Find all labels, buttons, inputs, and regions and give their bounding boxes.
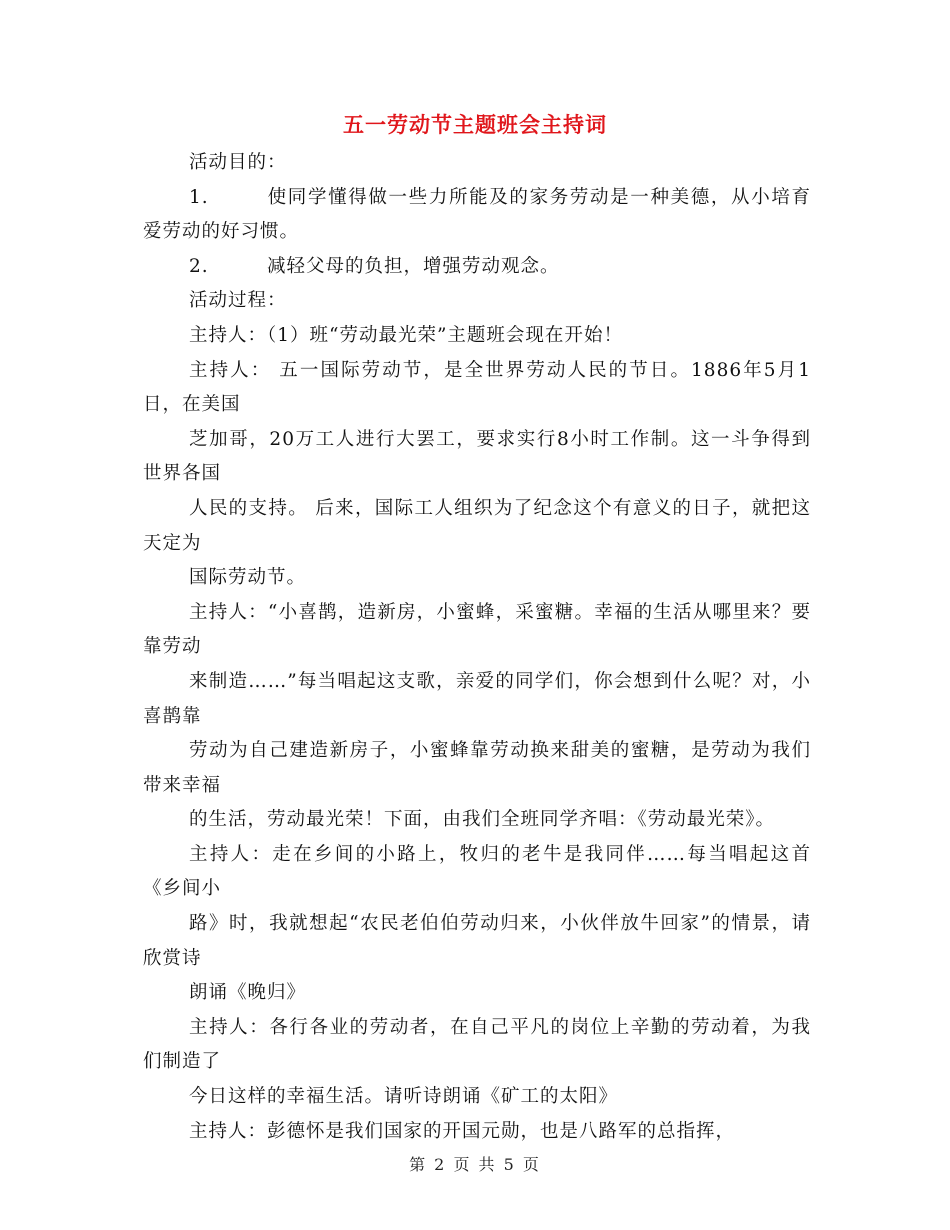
paragraph: 人民的支持。 后来，国际工人组织为了纪念这个有意义的日子，就把这天定为 (143, 497, 811, 554)
document-body (143, 146, 811, 1149)
list-item-text: 使同学懂得做一些力所能及的家务劳动是一种美德，从小培育爱劳动的好习惯。 (143, 186, 811, 243)
paragraph: 来制造……”每当唱起这支歌，亲爱的同学们，你会想到什么呢？对，小喜鹊靠 (143, 670, 811, 727)
paragraph: 主持人：（1）班“劳动最光荣”主题班会现在开始！ (189, 324, 623, 346)
paragraph: 芝加哥，20万工人进行大罢工，要求实行8小时工作制。这一斗争得到世界各国 (143, 428, 811, 485)
list-number: 1. (189, 186, 209, 208)
paragraph: 活动过程： (189, 290, 287, 312)
page-footer: 第 2 页 共 5 页 (409, 1155, 541, 1174)
paragraph: 的生活，劳动最光荣！下面，由我们全班同学齐唱：《劳动最光荣》。 (189, 809, 776, 831)
document-title: 五一劳动节主题班会主持词 (343, 112, 607, 137)
paragraph: 主持人： 五一国际劳动节，是全世界劳动人民的节日。1886年5月1日，在美国 (143, 359, 811, 416)
paragraph: 活动目的： (189, 152, 287, 173)
paragraph: 路》时，我就想起“农民老伯伯劳动归来，小伙伴放牛回家”的情景，请欣赏诗 (143, 913, 811, 969)
paragraph: 朗诵《晚归》 (189, 982, 307, 1004)
list-number: 2. (189, 255, 209, 277)
list-item-text: 减轻父母的负担，增强劳动观念。 (267, 255, 560, 277)
paragraph: 主持人：走在乡间的小路上，牧归的老牛是我同伴……每当唱起这首《乡间小 (143, 843, 811, 900)
list-item (143, 181, 811, 250)
paragraph: 主持人：彭德怀是我们国家的开国元勋，也是八路军的总指挥， (189, 1120, 736, 1142)
paragraph: 主持人：各行各业的劳动者，在自己平凡的岗位上辛勤的劳动着，为我们制造了 (143, 1016, 811, 1073)
paragraph: 国际劳动节。 (189, 567, 307, 589)
paragraph: 主持人：“小喜鹊，造新房，小蜜蜂，采蜜糖。幸福的生活从哪里来？要靠劳动 (143, 601, 811, 658)
list-item (143, 250, 811, 285)
paragraph: 劳动为自己建造新房子，小蜜蜂靠劳动换来甜美的蜜糖，是劳动为我们带来幸福 (143, 740, 811, 796)
paragraph: 今日这样的幸福生活。请听诗朗诵《矿工的太阳》 (189, 1086, 619, 1108)
